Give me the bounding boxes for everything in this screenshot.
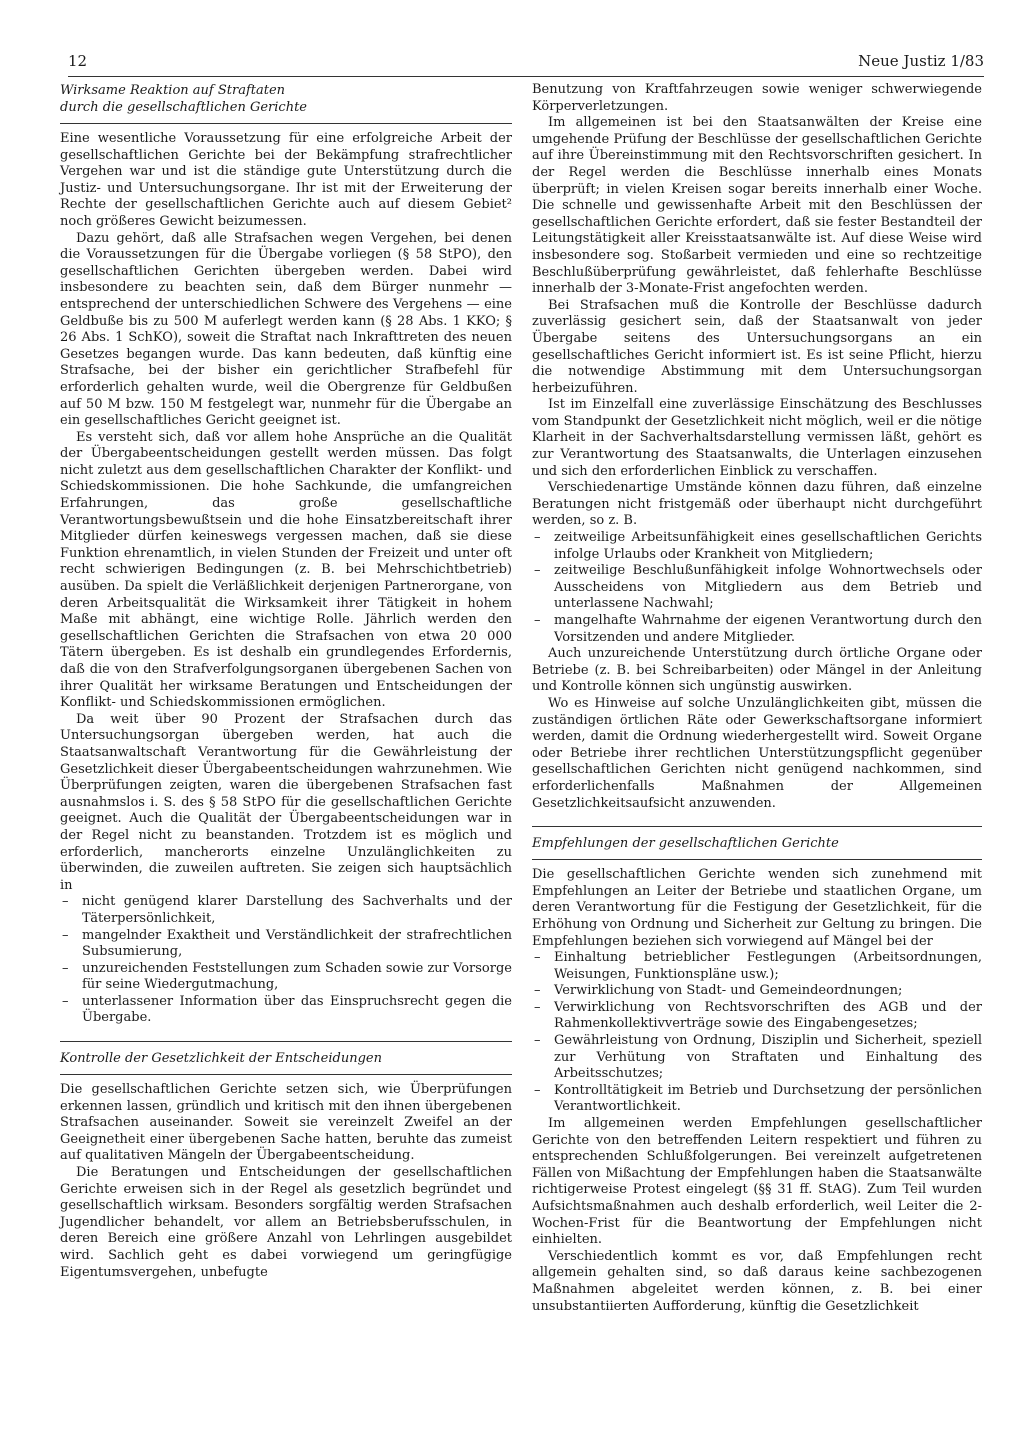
paragraph: Bei Strafsachen muß die Kontrolle der Beschlüsse dadurch zuverlässig gesichert sein, daß der Staatsanwalt von jeder Übergabe seitens des Untersuchungsorgans an ein gesellschaftliches Gericht informiert ist. Es ist seine Pflicht, hierzu die notwendige Abstimmung mit dem Untersuchungsorgan herbeizuführen.: [532, 297, 982, 396]
paragraph: Die Beratungen und Entscheidungen der gesellschaftlichen Gerichte erweisen sich in der Regel als gesetzlich begründet und gesellschaftlich wirksam. Besonders sorgfältig werden Strafsachen Jugendlicher behandelt, vor allem an Betriebsberufsschulen, in deren Bereich eine größere Anzahl von Lehrlingen ausgebildet wird. Sachlich geht es dabei vorwiegend um geringfügige Eigentumsvergehen, unbefugte: [60, 1165, 512, 1280]
paragraph: Die gesellschaftlichen Gerichte setzen sich, wie Überprüfungen erkennen lassen, gründlich und kritisch mit den ihnen übergebenen Strafsachen auseinander. Soweit sie vereinzelt Zweifel an der Geeignetheit einer übergebenen Sache hatten, beruhte das zumeist auf qualitativen Mängeln der Übergabeentscheidung.: [60, 1082, 512, 1164]
list-item: – mangelnder Exaktheit und Verständlichkeit der strafrechtlichen Subsumierung,: [60, 928, 512, 961]
paragraph: Ist im Einzelfall eine zuverlässige Einschätzung des Beschlusses vom Standpunkt der Gesetzlichkeit nicht möglich, weil er die nötige Klarheit in der Sachverhaltsdarstellung vermissen läßt, gehört es zur Verantwortung des Staatsanwalts, die Unterlagen einzusehen und sich den erforderlichen Einblick zu verschaffen.: [532, 397, 982, 479]
paragraph: Die gesellschaftlichen Gerichte wenden sich zunehmend mit Empfehlungen an Leiter der Betriebe und staatlichen Organe, um deren Verantwortung für die Festigung der Gesetzlichkeit, für die Erhöhung von Ordnung und Sicherheit zur Geltung zu bringen. Die Empfehlungen beziehen sich vorwiegend auf Mängel bei der: [532, 867, 982, 949]
list-item: – Verwirklichung von Stadt- und Gemeindeordnungen;: [532, 983, 982, 1000]
paragraph: Es versteht sich, daß vor allem hohe Ansprüche an die Qualität der Übergabeentscheidungen gestellt werden müssen. Das folgt nicht zuletzt aus dem gesellschaftlichen Charakter der Konflikt- und Schiedskommissionen. Die hohe Sachkunde, die umfangreichen Erfahrungen, das große gesellschaftliche Verantwortungsbewußtsein und die hohe Einsatzbereitschaft ihrer Mitglieder dürfen keineswegs vergessen machen, daß sie diese Funktion ehrenamtlich, in vielen Stunden der Freizeit und unter oft recht schwierigen Bedingungen (z. B. bei Mehrschichtbetrieb) ausüben. Da spielt die Verläßlichkeit derjenigen Partnerorgane, von deren Arbeitsqualität die Wirksamkeit ihrer Tätigkeit in hohem Maße mit abhängt, eine wichtige Rolle. Jährlich werden den gesellschaftlichen Gerichten die Strafsachen von etwa 20 000 Tätern übergeben. Es ist deshalb ein grundlegendes Erfordernis, daß die von den Strafverfolgungsorganen übergebenen Sachen von ihrer Qualität her wirksame Beratungen und Entscheidungen der Konflikt- und Schiedskommissionen ermöglichen.: [60, 429, 512, 711]
list-item: – unterlassener Information über das Einspruchsrecht gegen die Übergabe.: [60, 994, 512, 1027]
paragraph: Verschiedentlich kommt es vor, daß Empfehlungen recht allgemein gehalten sind, so daß daraus keine sachbezogenen Maßnahmen abgeleitet werden können, z. B. bei einer unsubstantiierten Aufforderung, künftig die Gesetzlichkeit: [532, 1248, 982, 1314]
section-heading-control-block: [60, 1041, 512, 1075]
page-number: 12: [68, 52, 88, 70]
section-heading-recommendations: Empfehlungen der gesellschaftlichen Gerichte: [532, 835, 982, 860]
paragraph: Im allgemeinen werden Empfehlungen gesellschaftlicher Gerichte von den betreffenden Leitern respektiert und führen zu entsprechenden Schlußfolgerungen. Bei vereinzelt aufgetretenen Fällen von Mißachtung der Empfehlungen haben die Staatsanwälte richtigerweise Protest eingelegt (§§ 31 ff. StAG). Zum Teil wurden Aufsichtsmaßnahmen auch deshalb erforderlich, weil Leiter die 2-Wochen-Frist für die Beantwortung der Empfehlungen nicht einhielten.: [532, 1116, 982, 1248]
list-item: – zeitweilige Arbeitsunfähigkeit eines gesellschaftlichen Gerichts infolge Urlaubs oder Krankheit von Mitgliedern;: [532, 530, 982, 563]
section-heading-control: Kontrolle der Gesetzlichkeit der Entscheidungen: [60, 1050, 512, 1075]
paragraph: Auch unzureichende Unterstützung durch örtliche Organe oder Betriebe (z. B. bei Schreibarbeiten) oder Mängel in der Anleitung und Kontrolle können sich ungünstig auswirken.: [532, 646, 982, 695]
paragraph: Im allgemeinen ist bei den Staatsanwälten der Kreise eine umgehende Prüfung der Beschlüsse der gesellschaftlichen Gerichte auf ihre Übereinstimmung mit den Rechtsvorschriften gesichert. In der Regel werden die Beschlüsse innerhalb eines Monats überprüft; in vielen Kreisen sogar bereits innerhalb einer Woche. Die schnelle und gewissenhafte Arbeit mit den Beschlüssen der gesellschaftlichen Gerichte erfordert, daß sie fester Bestandteil der Leitungstätigkeit aller Kreisstaatsanwälte ist. Auf diese Weise wird insbesondere sog. Stoßarbeit vermieden und eine so rechtzeitige Beschlußüberprüfung gewährleistet, daß fehlerhafte Beschlüsse innerhalb der 3-Monate-Frist angefochten werden.: [532, 115, 982, 297]
list-item: – mangelhafte Wahrnahme der eigenen Verantwortung durch den Vorsitzenden und andere Mitglieder.: [532, 613, 982, 646]
section-heading-recommendations-block: [532, 826, 982, 860]
paragraph: Wo es Hinweise auf solche Unzulänglichkeiten gibt, müssen die zuständigen örtlichen Räte oder Gewerkschaftsorgane informiert werden, damit die Ordnung wiederhergestellt wird. Soweit Organe oder Betriebe ihrer rechtlichen Unterstützungspflicht gegenüber gesellschaftlichen Gerichten nicht genügend nachkommen, sind erforderlichenfalls Maßnahmen der Allgemeinen Gesetzlichkeitsaufsicht anzuwenden.: [532, 695, 982, 811]
circumstances-list: [532, 530, 982, 646]
list-item: – Gewährleistung von Ordnung, Disziplin und Sicherheit, speziell zur Verhütung von Straftaten und Einhaltung des Arbeitsschutzes;: [532, 1033, 982, 1083]
paragraph: Verschiedenartige Umstände können dazu führen, daß einzelne Beratungen nicht fristgemäß oder überhaupt nicht durchgeführt werden, so z. B.: [532, 480, 982, 529]
paragraph: Da weit über 90 Prozent der Strafsachen durch das Untersuchungsorgan übergeben werden, hat auch die Staatsanwaltschaft Verantwortung für die Gewährleistung der Gesetzlichkeit dieser Übergabeentscheidungen wahrzunehmen. Wie Überprüfungen zeigten, waren die übergebenen Strafsachen fast ausnahmslos i. S. des § 58 StPO für die gesellschaftlichen Gerichte geeignet. Auch die Qualität der Übergabeentscheidungen war in der Regel nicht zu beanstanden. Trotzdem ist es möglich und erforderlich, mancherorts einzelne Unzulänglichkeiten zu überwinden, die zuweilen auftreten. Sie zeigen sich hauptsächlich in: [60, 711, 512, 893]
section-heading-reaction: [60, 82, 512, 124]
journal-issue: Neue Justiz 1/83: [858, 52, 984, 70]
paragraph: Benutzung von Kraftfahrzeugen sowie weniger schwerwiegende Körperverletzungen.: [532, 82, 982, 114]
list-item: – zeitweilige Beschlußunfähigkeit infolge Wohnortwechsels oder Ausscheidens von Mitgliedern aus dem Betrieb und unterlassene Nachwahl;: [532, 563, 982, 613]
page-header: [68, 52, 984, 77]
paragraph: Dazu gehört, daß alle Strafsachen wegen Vergehen, bei denen die Voraussetzungen für die Übergabe vorliegen (§ 58 StPO), den gesellschaftlichen Gerichten übergeben werden. Dabei wird insbesondere zu beachten sein, daß dem Bürger nunmehr — entsprechend der unterschiedlichen Schwere des Vergehens — eine Geldbuße bis zu 500 M auferlegt werden kann (§ 28 Abs. 1 KKO; § 26 Abs. 1 SchKO), soweit die Straftat nach Inkrafttreten des neuen Gesetzes begangen wurde. Das kann bedeuten, daß künftig eine Strafsache, bei der bisher ein gerichtlicher Strafbefehl für erforderlich gehalten wurde, weil die Obergrenze für Geldbußen auf 50 M bzw. 150 M festgelegt war, nunmehr für die Übergabe an ein gesellschaftliches Gericht geeignet ist.: [60, 230, 512, 429]
list-item: – Einhaltung betrieblicher Festlegungen (Arbeitsordnungen, Weisungen, Funktionspläne usw.);: [532, 950, 982, 983]
left-column: [60, 82, 512, 1281]
list-item: – Verwirklichung von Rechtsvorschriften des AGB und der Rahmenkollektivverträge sowie des Eingabengesetzes;: [532, 1000, 982, 1033]
paragraph: Eine wesentliche Voraussetzung für eine erfolgreiche Arbeit der gesellschaftlichen Gerichte bei der Bekämpfung strafrechtlicher Vergehen war und ist die ständige gute Unterstützung durch die Justiz- und Untersuchungsorgane. Ihr ist mit der Erweiterung der Rechte der gesellschaftlichen Gerichte auch auf diesem Gebiet² noch größeres Gewicht beizumessen.: [60, 131, 512, 229]
list-item: – nicht genügend klarer Darstellung des Sachverhalts und der Täterpersönlichkeit,: [60, 894, 512, 927]
recommendations-list: [532, 950, 982, 1116]
heading-line: Wirksame Reaktion auf Straftaten: [60, 83, 286, 98]
list-item: – unzureichenden Feststellungen zum Schaden sowie zur Vorsorge für seine Wiedergutmachung,: [60, 961, 512, 994]
right-column: [532, 82, 982, 1315]
list-item: – Kontrolltätigkeit im Betrieb und Durchsetzung der persönlichen Verantwortlichkeit.: [532, 1083, 982, 1116]
heading-line: durch die gesellschaftlichen Gerichte: [60, 100, 307, 115]
deficiency-list: [60, 894, 512, 1027]
